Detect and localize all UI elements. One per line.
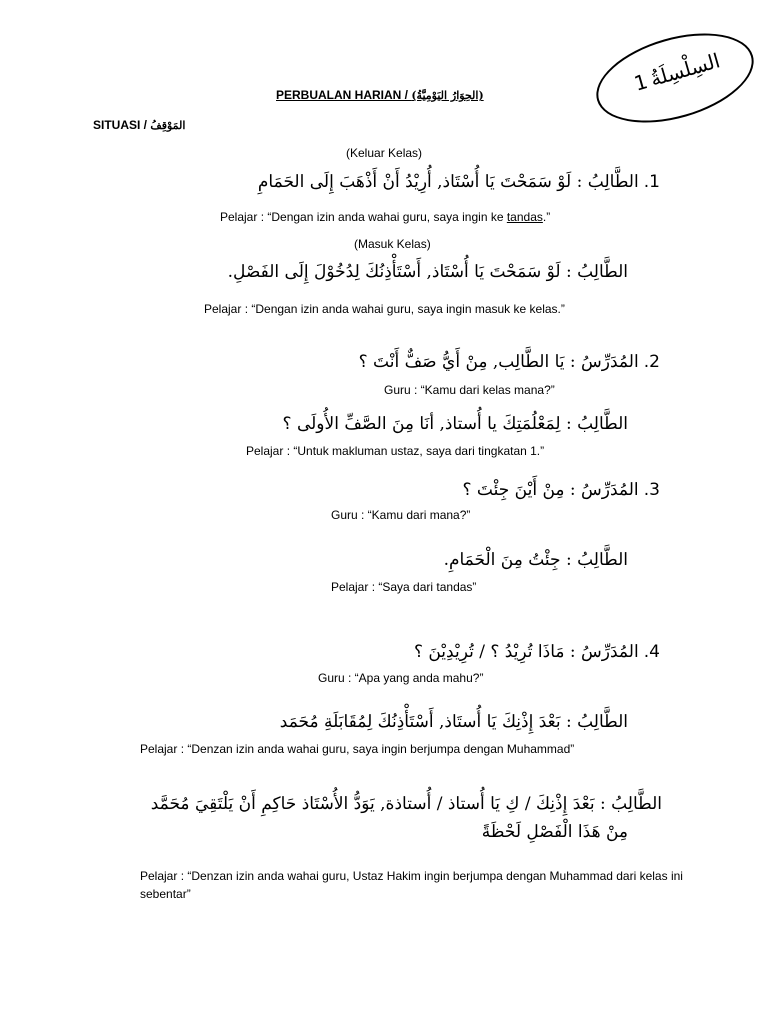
dialogue-2b-translation: Pelajar : “Untuk makluman ustaz, saya dari tingkatan 1.” [246, 444, 545, 458]
dialogue-4-line [414, 642, 660, 662]
dialogue-4-number: 4. [643, 642, 660, 662]
dialogue-4c-arabic-2: مِنْ هَذَا الْفَصْلِ لَحْظَةً [481, 822, 628, 842]
dialogue-4b-arabic: الطَّالِبُ : بَعْدَ إِذْنِكَ يَا أُستَاذ, أَسْتَأْذِنُكَ لِمُقَابَلَةِ مُحَمَد [279, 712, 628, 732]
dialogue-1-arabic: الطَّالِبُ : لَوْ سَمَحْتَ يَا أُسْتَاذ, أُرِيْدُ أَنْ أَذْهَبَ إِلَى الحَمَامِ [257, 172, 639, 192]
dialogue-4c-line-2 [482, 822, 628, 842]
dialogue-2-arabic: المُدَرِّسُ : يَا الطَّالِب, مِنْ أَيُّ صَفٌّ أَنْتَ ؟ [358, 352, 639, 372]
dialogue-2-line [359, 352, 660, 372]
dialogue-2b-line [283, 414, 628, 434]
dialogue-4b-translation: Pelajar : “Denzan izin anda wahai guru, saya ingin berjumpa dengan Muhammad” [140, 742, 575, 756]
dialogue-4b-line [280, 712, 628, 732]
label-keluar-kelas: (Keluar Kelas) [346, 146, 423, 160]
dialogue-4c-line-1 [151, 794, 662, 814]
situation-latin: SITUASI / [93, 118, 151, 132]
dialogue-1-translation-underlined: tandas [506, 210, 543, 224]
dialogue-2-number: 2. [643, 352, 660, 372]
dialogue-4-arabic: المُدَرِّسُ : مَاذَا تُرِيْدُ ؟ / تُرِيْدِيْنَ ؟ [413, 642, 639, 662]
dialogue-1b-translation: Pelajar : “Dengan izin anda wahai guru, saya ingin masuk ke kelas.” [204, 302, 565, 316]
dialogue-3b-translation: Pelajar : “Saya dari tandas” [331, 580, 477, 594]
dialogue-4c-translation: Pelajar : “Denzan izin anda wahai guru, Ustaz Hakim ingin berjumpa dengan Muhammad dari kelas ini sebentar” [140, 869, 683, 901]
dialogue-2b-arabic: الطَّالِبُ : لِمَعْلُمَتِكَ يا أُستاذ, أنَا مِنَ الصَّفِّ الأُولَى ؟ [282, 414, 628, 434]
dialogue-2-translation: Guru : “Kamu dari kelas mana?” [384, 383, 555, 397]
situation-arabic: المَوْقِفُ [150, 119, 186, 132]
dialogue-3-number: 3. [643, 480, 660, 500]
dialogue-3b-line [444, 550, 628, 570]
situation-heading [93, 118, 185, 132]
page-title-latin: PERBUALAN HARIAN / [276, 88, 412, 102]
label-masuk-kelas: (Masuk Kelas) [354, 237, 431, 251]
dialogue-3b-arabic: الطَّالِبُ : جِئْتُ مِنَ الْحَمَامِ. [443, 550, 628, 570]
page-title-arabic: (الحِوَارُ اليَوْمِيَّةُ) [411, 89, 484, 102]
page-title [276, 88, 484, 102]
dialogue-3-translation: Guru : “Kamu dari mana?” [331, 508, 471, 522]
dialogue-1b-line [228, 262, 628, 282]
series-label-arabic: السِلْسِلَةُ [647, 48, 723, 92]
series-number: 1 [631, 69, 651, 96]
dialogue-1-line [258, 172, 660, 192]
dialogue-3-line [463, 480, 661, 500]
dialogue-4c-arabic-1: الطَّالِبُ : بَعْدَ إِذْنِكَ / كِ يَا أُستاذ / أُستاذة, يَوَدُّ الأُسْتَاذ حَاكِمِ أَنْ يَلْتَقِيَ مُحَمَّد [150, 794, 662, 814]
dialogue-1-translation-text: Pelajar : “Dengan izin anda wahai guru, saya ingin ke [220, 210, 507, 224]
dialogue-3-arabic: المُدَرِّسُ : مِنْ أَيْنَ جِئْتَ ؟ [462, 480, 639, 500]
dialogue-4-translation: Guru : “Apa yang anda mahu?” [318, 671, 484, 685]
dialogue-1-number: 1. [643, 172, 660, 192]
dialogue-1-translation-end: .” [542, 210, 551, 224]
dialogue-1b-arabic: الطَّالِبُ : لَوْ سَمَحْتَ يَا أُسْتَاذ, أَسْتَأْذِنُكَ لِدُخُوْلَ إِلَى الفَصْلِ. [227, 262, 628, 282]
dialogue-1-translation [220, 210, 550, 224]
